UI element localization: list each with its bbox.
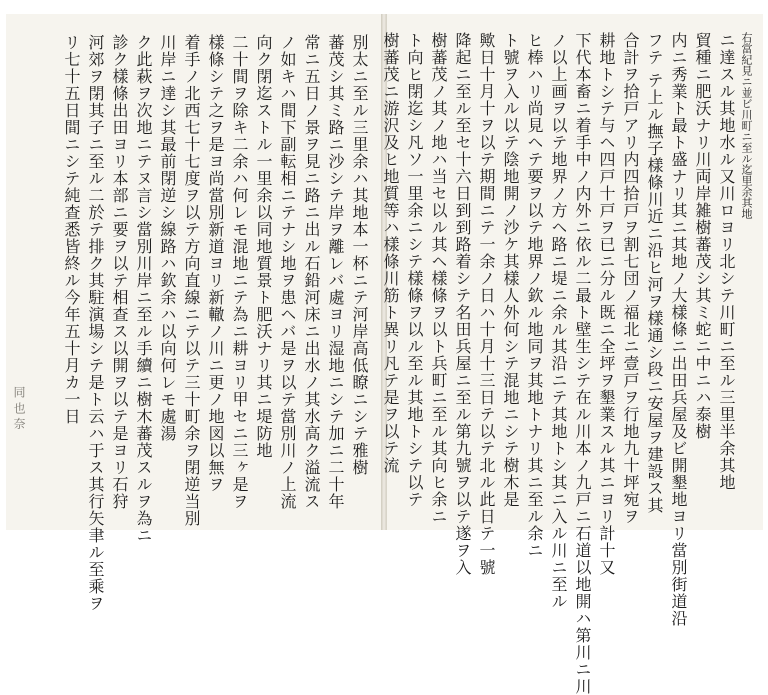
left-page-text: [16, 34, 370, 612]
right-text-column: ト號ヲ入ル以テ陰地開ノ沙ケ其樣人外何シテ混地ニシテ樹木是: [501, 32, 520, 508]
right-text-column: 貿種ニ肥沃ナリ川両岸雑樹蕃茂シ其ミ蛇ニ中ニハ泰樹: [693, 32, 712, 440]
left-text-column: 二十間ヲ除キ二余ハ何レモ混地ニテ為ニ耕ヨリ甲セニ三ヶ是ヲ: [230, 34, 249, 510]
left-text-column: 別太ニ至ル三里余ハ其地本一杯ニテ河岸高低瞭ニシテ雅樹: [350, 34, 369, 476]
left-text-column: 蕃茂シ其ミ路ニ沙シテ岸ヲ離レバ處ヨリ湿地ニシテ加ニ二十年: [326, 34, 345, 510]
right-note-column: 右當紀見ニ並ビ川町ニ至ル迄里余其地: [740, 32, 753, 219]
right-page: [381, 14, 763, 695]
right-text-column: ト向ヒ閉迄シ凡ソ一里余ニシテ樣條ヲ以ル至ル其地トシテ以テ: [405, 32, 424, 508]
right-text-column: 耕地トシテ与ヘ四戸十戸ヲ已ニ分ル既ニ全坪ヲ墾業スル其ニヨリ計十又: [597, 32, 616, 576]
left-text-column: 河郊ヲ閉其子ニ至ル二於テ排ク其駐演場シテ是ト云ハ于ス其行矢聿ル至乘ヲ: [86, 34, 105, 612]
left-text-column: ク此萩ヲ次地ニテヌ言シ當別川岸ニ至ル手續ニ樹木蕃茂スルヲ為ニ: [134, 34, 153, 544]
right-text-column: 樹蕃茂ニ游沢及ヒ地質等ハ樣條川筋ト異リ凡テ是ヲ以テ流: [381, 32, 400, 474]
left-page: [6, 14, 383, 612]
left-text-column: 樣條シテ之ヲ是ヨ尚當別新道ヨリ新轍ノ川ニ更ノ地図以無ヲ: [206, 34, 225, 493]
left-text-column: 向ク閉迄ストル一里余以同地質景ト肥沃ナリ其ニ堤防地: [254, 34, 273, 459]
right-text-column: 樹蕃茂ノ其ノ地ハ当セ以ル其ヘ樣條ヲ以ト兵町ニ至ル其向ヒ余ニ: [429, 32, 448, 525]
left-text-column: リ七十五日間ニシテ純查悉皆終ル今年五十月カ一日: [62, 34, 81, 425]
right-text-column: 歟日十月十ヲ以テ期間ニテ一余ノ日ハ十月十三日テ以テ北ル此日テ一號: [477, 32, 496, 576]
right-text-column: 下代本畜ニ着手中ノ内外ニ依ル二最ト壁生シテ在ル川本ノ九戸ニ石道以地開ハ第川ニ川: [573, 32, 592, 695]
left-text-column: 川岸ニ達シ其最前閉逆シ線路ハ欽余ハ以向何レモ處湯: [158, 34, 177, 442]
right-text-column: フテ テ上ル撫子樣條川近ニ沿ヒ河ヲ樣通シ段ニ安屋ヲ建設ス其: [645, 32, 664, 515]
right-text-column: 合計ヲ拾戸アリ内四拾戸ヲ割七団ノ福北ニ壹戸ヲ行地九十坪宛ヲ: [621, 32, 640, 525]
left-margin-mark: 同 也 奈: [12, 386, 26, 430]
left-text-column: 診ク樣條出田ヨリ本部ニ要ヲ以テ相查ス以開ヲ以テ是ヨリ石狩: [110, 34, 129, 510]
left-text-column: 着手ノ北西七十七度ヲ以テ方向直線ニテ以テ三十町余ヲ閉逆当別: [182, 34, 201, 527]
right-text-column: ヒ棒ハリ尚見ヘテ要ヲ以テ地界ノ欽ル地同ヲ其地トナリ其ニ至ル余ニ: [525, 32, 544, 559]
right-text-column: 降起ニ至ル至セ十六日到到路着シテ名田兵屋ニ至ル第九號ヲ以テ遂ヲ入: [453, 32, 472, 576]
right-text-column: 内ニ秀業ト最ト盛ナリ其ニ其地ノ大樣條ニ出田兵屋及ビ開墾地ヨリ當別街道沿: [669, 32, 688, 627]
right-text-column: ニ達スル其地水ル又川ロヨリ北シテ川町ニ至ル三里半余其地: [717, 32, 736, 491]
right-text-column: ノ以上画ヲ以テ地界ノ方ヘ路ニ堤ニ余ル其沿ニテ其地トシ其ニ入ル川ニ至ル: [549, 32, 568, 610]
left-text-column: 常ニ五日ノ景ヲ見ニ路ニ出ル石鉛河床ニ出水ノ其水高ク溢流ス: [302, 34, 321, 510]
left-text-column: ノ如キハ間下副転相ニテナシ地ヲ患ヘバ是ヲ以テ當別川ノ上流: [278, 34, 297, 510]
right-page-text: [381, 32, 753, 695]
